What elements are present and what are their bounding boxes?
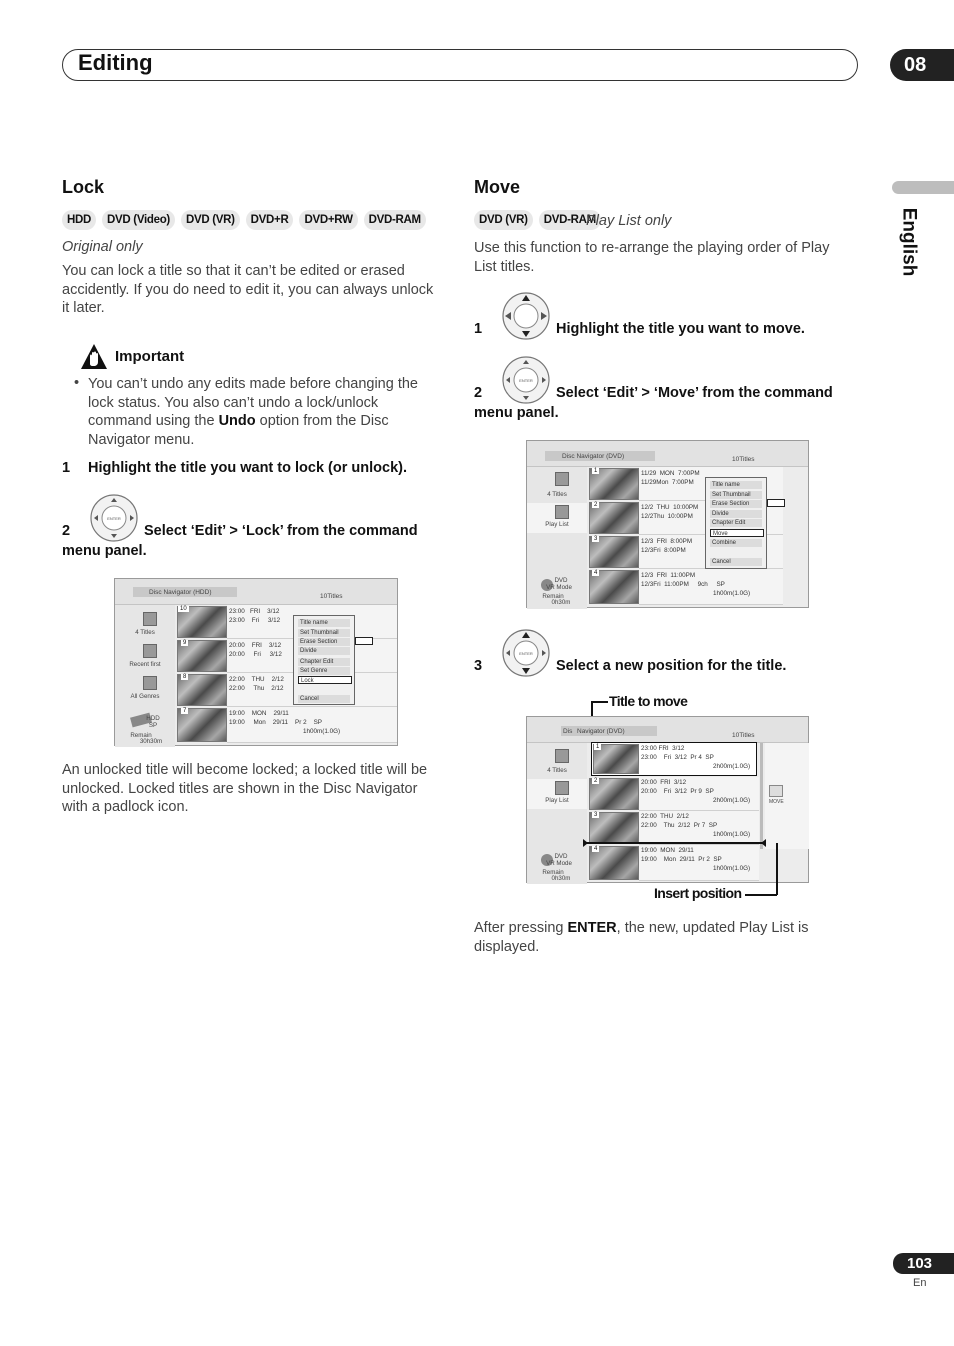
menu-item[interactable]: Divide (298, 647, 350, 655)
menu-item[interactable]: Chapter Edit (298, 658, 350, 666)
undo-term: Undo (218, 413, 256, 429)
menu-item[interactable]: Title name (710, 481, 762, 489)
lock-step-2: 2 Select ‘Edit’ > ‘Lock’ from the command menu panel. (62, 523, 418, 559)
header-bar (62, 49, 858, 81)
disc-badge: DVD-RAM (364, 210, 426, 230)
menu-item-move[interactable]: Move (710, 529, 764, 537)
svg-text:ENTER: ENTER (519, 651, 533, 656)
menu-item[interactable]: Erase Section (710, 500, 762, 508)
disc-badge: DVD (VR) (474, 210, 533, 230)
menu-item-lock[interactable]: Lock (298, 676, 352, 684)
title-row[interactable]: 12/3 FRI 11:00PM 12/3Fri 11:00PM 9ch SP 1h00m(1.0G) (641, 572, 751, 597)
move-step-3: 3 Select a new position for the title. (474, 658, 787, 674)
lock-heading: Lock (62, 177, 105, 197)
svg-text:ENTER: ENTER (519, 378, 533, 383)
title-row[interactable]: 12/3 FRI 8:00PM 12/3Fri 8:00PM (641, 538, 693, 554)
title-row[interactable]: 23:00 FRI 3/12 23:00 Fri 3/12 (229, 608, 281, 624)
title-row[interactable]: 11/29 MON 7:00PM 11/29Mon 7:00PM (641, 470, 700, 486)
title-row[interactable]: 22:00 THU 2/12 22:00 Thu 2/12 Pr 7 SP 1h00m(1.0G) (641, 813, 751, 838)
menu-item[interactable]: Chapter Edit (710, 519, 762, 527)
warning-hand-icon (80, 343, 108, 371)
title-row[interactable]: 20:00 FRI 3/12 20:00 Fri 3/12 Pr 9 SP 2h00m(1.0G) (641, 779, 751, 804)
menu-item[interactable]: Divide (710, 510, 762, 518)
insert-position-line (585, 842, 765, 844)
edit-command-menu (293, 615, 355, 705)
disc-badge: HDD (62, 210, 96, 230)
disc-badge: DVD+RW (299, 210, 357, 230)
menu-item[interactable]: Cancel (710, 558, 762, 566)
language-tab (892, 181, 954, 194)
callout-title-to-move: Title to move (609, 693, 688, 709)
lock-note: Original only (62, 239, 143, 255)
menu-item[interactable]: Title name (298, 619, 350, 627)
page-title: Editing (78, 50, 153, 75)
move-step-1: 1 Highlight the title you want to move. (474, 321, 805, 337)
lock-disc-badges (62, 210, 426, 230)
menu-item[interactable]: Cancel (298, 695, 350, 703)
disc-badge: DVD+R (246, 210, 294, 230)
chapter-number: 08 (890, 49, 954, 81)
move-note: Play List only (586, 213, 672, 229)
scrollbar[interactable] (760, 743, 763, 849)
move-disc-navigator-screen: Disc Navigator (DVD) 10Titles 4 Titles Play List DVD VR Mode Remain 0h30m 1 2 3 4 11/29 MON 7:00PM 11/29Mon 7:00PM 12/2 THU 10:00PM 12/2Thu 10:00PM 12/3 FRI 8:00PM 12/3Fri 8:00PM 12/3 FRI 11:00PM 12/3Fri 11:00PM 9ch SP 1h00m(1.0G) Title name Set Thumbnail Erase Section Divide Chapter Edit Move Combine Cancel (526, 440, 809, 608)
menu-item[interactable]: Combine (710, 539, 762, 547)
disc-badge: DVD (Video) (102, 210, 175, 230)
callout-line (591, 701, 608, 703)
move-step-2: 2 Select ‘Edit’ > ‘Move’ from the command menu panel. (474, 385, 833, 421)
page-language: En (913, 1277, 927, 1289)
svg-text:ENTER: ENTER (107, 516, 121, 521)
disc-badge: DVD-RAM (539, 210, 601, 230)
title-row[interactable]: 20:00 FRI 3/12 20:00 Fri 3/12 (229, 642, 282, 658)
title-row[interactable]: 19:00 MON 29/11 19:00 Mon 29/11 Pr 2 SP 1h00m(1.0G) (229, 710, 341, 735)
callout-insert-position: Insert position (654, 885, 742, 901)
enter-term: ENTER (567, 920, 617, 936)
title-row[interactable]: 12/2 THU 10:00PM 12/2Thu 10:00PM (641, 504, 699, 520)
disc-badge: DVD (VR) (181, 210, 240, 230)
page-number: 103 (893, 1253, 954, 1274)
move-position-screen: Dis Navigator (DVD) 10Titles 4 Titles Play List DVD VR Mode Remain 0h30m MOVE 1 2 3 4 23:00 FRI 3/12 23:00 Fri 3/12 Pr 4 SP 2h00m(1.0G) 20:00 FRI 3/12 20:00 Fri 3/12 Pr 9 SP 2h00m(1.0G) 22:00 THU 2/12 22:00 Thu 2/12 Pr 7 SP 1h00m(1.0G) 19:00 MON 29/11 19:00 Mon 29/11 Pr 2 SP 1h00m(1.0G) (526, 716, 809, 883)
important-bullet: • (74, 375, 80, 391)
title-row[interactable]: 23:00 FRI 3/12 23:00 Fri 3/12 Pr 4 SP 2h00m(1.0G) (641, 745, 751, 770)
language-label: English (898, 207, 920, 277)
lock-step-1: 1 Highlight the title you want to lock (or unlock). (62, 460, 407, 476)
menu-item[interactable]: Set Thumbnail (710, 491, 762, 499)
important-heading: Important (115, 348, 185, 365)
lock-intro: You can lock a title so that it can’t be edited or erased accidently. If you do need to edit it, you can always unlock it later. (62, 263, 434, 316)
title-row[interactable]: 22:00 THU 2/12 22:00 Thu 2/12 (229, 676, 284, 692)
title-row[interactable]: 19:00 MON 29/11 19:00 Mon 29/11 Pr 2 SP 1h00m(1.0G) (641, 847, 751, 872)
move-intro: Use this function to re-arrange the playing order of Play List titles. (474, 240, 830, 275)
menu-item[interactable]: Set Genre (298, 667, 350, 675)
edit-command-menu (705, 477, 767, 569)
callout-line (776, 843, 778, 895)
lock-outro: An unlocked title will become locked; a locked title will be unlocked. Locked titles are shown in the Disc Navigator with a padlock icon. (62, 762, 428, 815)
move-outro: After pressing ENTER, the new, updated Play List is displayed. (474, 920, 809, 955)
menu-item[interactable]: Set Thumbnail (298, 629, 350, 637)
move-disc-badges (474, 210, 601, 230)
lock-disc-navigator-screen: Disc Navigator (HDD) 10Titles 4 Titles Recent first All Genres HDD SP Remain 30h30m 10 9 8 7 23:00 FRI 3/12 23:00 Fri 3/12 20:00 FRI 3/12 20:00 Fri 3/12 22:00 THU 2/12 22:00 Thu 2/12 19:00 MON 29/11 19:00 Mon 29/11 Pr 2 SP 1h00m(1.0G) Title name Set Thumbnail Erase Section Divide Chapter Edit Set Genre Lock Cancel (114, 578, 398, 746)
callout-line (745, 894, 777, 896)
menu-item[interactable]: Erase Section (298, 638, 350, 646)
move-heading: Move (474, 177, 521, 197)
move-arrow-icon (769, 785, 783, 797)
important-text: You can’t undo any edits made before changing the lock status. You also can’t undo a lock/unlock command using the Undo option from the Disc Navigator menu. (88, 376, 418, 448)
